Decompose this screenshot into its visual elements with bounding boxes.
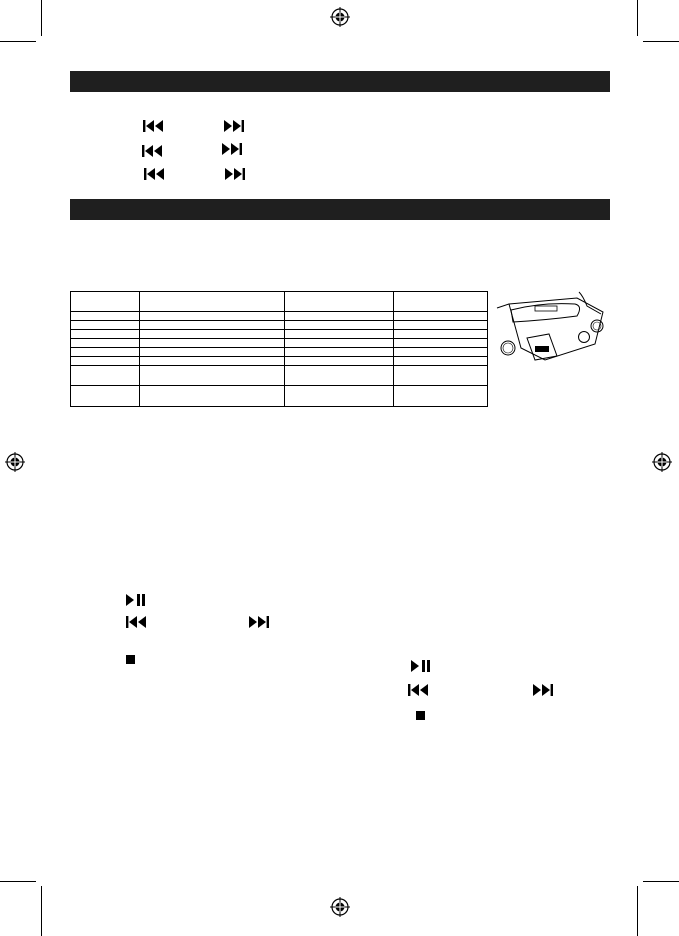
skip-next-icon: [224, 119, 246, 133]
table-cell: [71, 348, 140, 357]
table-cell: [71, 339, 140, 348]
crop-mark-top-right-v: [637, 0, 638, 36]
registration-target-icon: [5, 452, 25, 472]
table-header-cell: [71, 292, 140, 312]
table-cell: [140, 366, 285, 386]
stop-icon: [126, 654, 148, 668]
registration-target-icon: [330, 7, 350, 27]
skip-next-icon: [222, 142, 244, 156]
table-cell: [394, 321, 488, 330]
crop-mark-bottom-right-h: [643, 881, 679, 882]
play-pause-icon: [411, 659, 433, 673]
table-cell: [71, 330, 140, 339]
table-cell: [285, 357, 394, 366]
table-cell: [285, 366, 394, 386]
table-row: [71, 357, 488, 366]
table-cell: [285, 386, 394, 407]
table-cell: [394, 312, 488, 321]
table-cell: [394, 348, 488, 357]
table-cell: [140, 330, 285, 339]
skip-next-icon: [249, 615, 271, 629]
crop-mark-bottom-left-v: [41, 886, 42, 936]
table-row: [71, 366, 488, 386]
table-header-cell: [285, 292, 394, 312]
table-cell: [71, 312, 140, 321]
table-cell: [285, 321, 394, 330]
table-cell: [71, 357, 140, 366]
crop-mark-top-right-h: [643, 41, 679, 42]
table-cell: [394, 357, 488, 366]
section-header-bar: [70, 71, 610, 92]
crop-mark-bottom-right-v: [637, 886, 638, 936]
table-row: [71, 330, 488, 339]
table-cell: [285, 330, 394, 339]
table-cell: [140, 348, 285, 357]
table-cell: [394, 386, 488, 407]
table-cell: [394, 330, 488, 339]
table-cell: [285, 312, 394, 321]
play-pause-icon: [126, 593, 148, 607]
table-cell: [140, 312, 285, 321]
table-cell: [285, 348, 394, 357]
table-cell: [394, 339, 488, 348]
table-cell: [140, 339, 285, 348]
table-cell: [71, 366, 140, 386]
table-cell: [140, 321, 285, 330]
table-header-cell: [140, 292, 285, 312]
skip-next-icon: [225, 167, 247, 181]
table-header-row: [71, 292, 488, 312]
table-row: [71, 312, 488, 321]
crop-mark-bottom-left-h: [0, 881, 36, 882]
docking-station-illustration: [491, 286, 609, 368]
section-header-bar: [70, 199, 610, 220]
registration-target-icon: [330, 897, 350, 917]
skip-previous-icon: [142, 144, 164, 158]
skip-next-icon: [533, 683, 555, 697]
skip-previous-icon: [144, 167, 166, 181]
table-cell: [394, 366, 488, 386]
table-cell: [140, 357, 285, 366]
table-cell: [71, 321, 140, 330]
crop-mark-top-left-h: [0, 41, 36, 42]
spec-table: [70, 291, 488, 407]
skip-previous-icon: [126, 615, 148, 629]
stop-icon: [416, 710, 438, 724]
table-header-cell: [394, 292, 488, 312]
table-row: [71, 386, 488, 407]
table-row: [71, 321, 488, 330]
skip-previous-icon: [143, 119, 165, 133]
table-row: [71, 348, 488, 357]
skip-previous-icon: [408, 683, 430, 697]
registration-target-icon: [652, 452, 672, 472]
table-cell: [285, 339, 394, 348]
table-row: [71, 339, 488, 348]
crop-mark-top-left-v: [41, 0, 42, 36]
table-cell: [71, 386, 140, 407]
table-cell: [140, 386, 285, 407]
